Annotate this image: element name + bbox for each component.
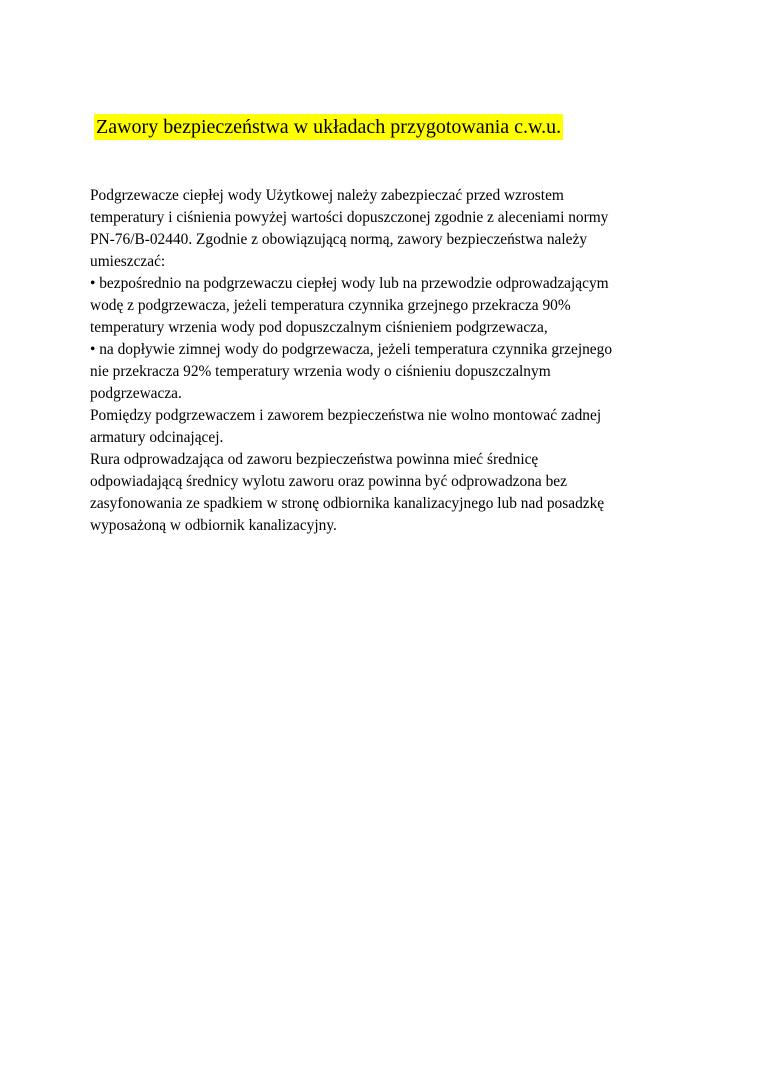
body-line: Rura odprowadzająca od zaworu bezpieczeństwa powinna mieć średnicę — [90, 451, 539, 468]
body-line: wodę z podgrzewacza, jeżeli temperatura czynnika grzejnego przekracza 90% — [90, 297, 571, 314]
document-body — [90, 185, 670, 537]
bullet-line: • na dopływie zimnej wody do podgrzewacza, jeżeli temperatura czynnika grzejnego — [90, 341, 613, 358]
body-line: podgrzewacza. — [90, 385, 182, 402]
body-line: nie przekracza 92% temperatury wrzenia wody o ciśnieniu dopuszczalnym — [90, 363, 551, 380]
body-line: PN-76/B-02440. Zgodnie z obowiązującą normą, zawory bezpieczeństwa należy — [90, 231, 588, 248]
body-line: armatury odcinającej. — [90, 429, 224, 446]
bullet-line: • bezpośrednio na podgrzewaczu ciepłej wody lub na przewodzie odprowadzającym — [90, 275, 609, 292]
title-container — [94, 114, 563, 140]
body-line: umieszczać: — [90, 253, 166, 270]
body-line: temperatury wrzenia wody pod dopuszczalnym ciśnieniem podgrzewacza, — [90, 319, 548, 336]
body-line: zasyfonowania ze spadkiem w stronę odbiornika kanalizacyjnego lub nad posadzkę — [90, 495, 605, 512]
document-title: Zawory bezpieczeństwa w układach przygotowania c.w.u. — [96, 116, 562, 138]
body-line: temperatury i ciśnienia powyżej wartości dopuszczonej zgodnie z aleceniami normy — [90, 209, 609, 226]
body-line: odpowiadającą średnicy wylotu zaworu oraz powinna być odprowadzona bez — [90, 473, 567, 490]
body-line: Pomiędzy podgrzewaczem i zaworem bezpieczeństwa nie wolno montować zadnej — [90, 407, 602, 424]
body-line: wyposażoną w odbiornik kanalizacyjny. — [90, 517, 337, 534]
body-line: Podgrzewacze ciepłej wody Użytkowej należy zabezpieczać przed wzrostem — [90, 187, 564, 204]
